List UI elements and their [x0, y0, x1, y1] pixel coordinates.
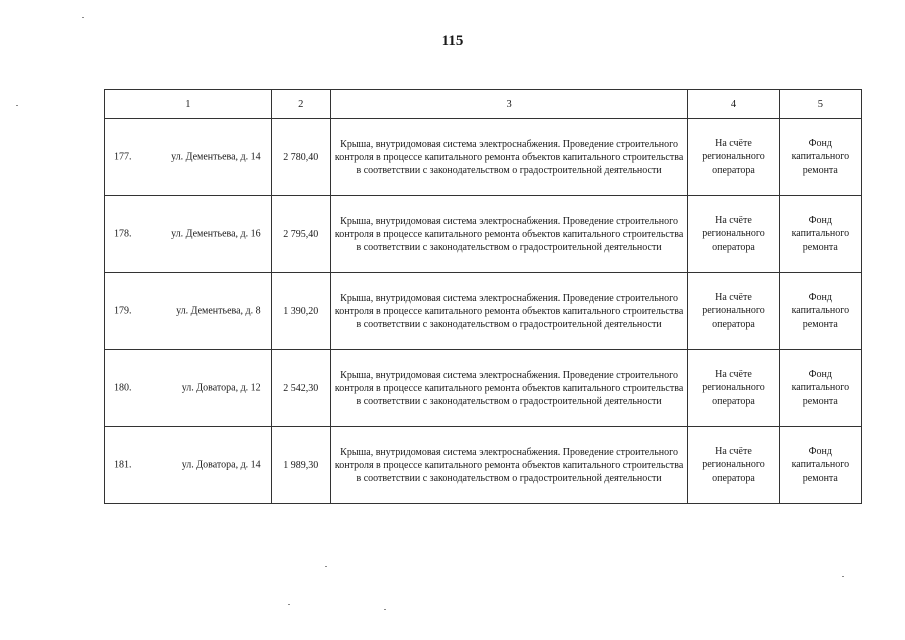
area-cell: 2 780,40	[271, 119, 330, 196]
scan-speck	[842, 576, 844, 577]
address-cell	[105, 273, 272, 350]
scan-speck	[288, 604, 290, 605]
address-cell	[105, 119, 272, 196]
description-cell: Крыша, внутридомовая система электроснабжения. Проведение строительного контроля в процессе капитального ремонта объектов капитального строительства в соответствии с законодательством о градостроительной деятельности	[330, 273, 687, 350]
table-row	[105, 350, 862, 427]
fund-cell: Фонд капитального ремонта	[779, 119, 861, 196]
area-cell: 2 542,30	[271, 350, 330, 427]
row-number: 179.	[114, 305, 132, 317]
fund-cell: Фонд капитального ремонта	[779, 273, 861, 350]
row-number: 180.	[114, 382, 132, 394]
fund-cell: Фонд капитального ремонта	[779, 427, 861, 504]
description-cell: Крыша, внутридомовая система электроснабжения. Проведение строительного контроля в процессе капитального ремонта объектов капитального строительства в соответствии с законодательством о градостроительной деятельности	[330, 350, 687, 427]
address-cell	[105, 427, 272, 504]
table-row	[105, 273, 862, 350]
column-header-2: 2	[271, 90, 330, 119]
page-number: 115	[441, 33, 464, 49]
address-cell	[105, 196, 272, 273]
description-cell: Крыша, внутридомовая система электроснабжения. Проведение строительного контроля в процессе капитального ремонта объектов капитального строительства в соответствии с законодательством о градостроительной деятельности	[330, 196, 687, 273]
owner-cell: На счёте регионального оператора	[688, 196, 779, 273]
table-body	[105, 119, 862, 504]
description-cell: Крыша, внутридомовая система электроснабжения. Проведение строительного контроля в процессе капитального ремонта объектов капитального строительства в соответствии с законодательством о градостроительной деятельности	[330, 427, 687, 504]
scan-speck	[82, 17, 84, 18]
address-cell	[105, 350, 272, 427]
table-row	[105, 427, 862, 504]
owner-cell: На счёте регионального оператора	[688, 350, 779, 427]
owner-cell: На счёте регионального оператора	[688, 119, 779, 196]
scan-speck	[16, 105, 18, 106]
area-cell: 2 795,40	[271, 196, 330, 273]
header-row	[105, 90, 862, 119]
row-address: ул. Дементьева, д. 8	[176, 305, 261, 317]
table-header	[105, 90, 862, 119]
scan-speck	[384, 609, 386, 610]
owner-cell: На счёте регионального оператора	[688, 427, 779, 504]
scan-speck	[325, 566, 327, 567]
fund-cell: Фонд капитального ремонта	[779, 196, 861, 273]
repair-program-table	[104, 89, 862, 504]
column-header-1: 1	[105, 90, 272, 119]
fund-cell: Фонд капитального ремонта	[779, 350, 861, 427]
row-address: ул. Дементьева, д. 14	[171, 151, 261, 163]
area-cell: 1 390,20	[271, 273, 330, 350]
row-address: ул. Доватора, д. 14	[181, 459, 261, 471]
row-address: ул. Дементьева, д. 16	[171, 228, 261, 240]
column-header-4: 4	[688, 90, 779, 119]
row-number: 177.	[114, 151, 132, 163]
row-address: ул. Доватора, д. 12	[181, 382, 261, 394]
table-row	[105, 119, 862, 196]
description-cell: Крыша, внутридомовая система электроснабжения. Проведение строительного контроля в процессе капитального ремонта объектов капитального строительства в соответствии с законодательством о градостроительной деятельности	[330, 119, 687, 196]
row-number: 181.	[114, 459, 132, 471]
column-header-5: 5	[779, 90, 861, 119]
area-cell: 1 989,30	[271, 427, 330, 504]
column-header-3: 3	[330, 90, 687, 119]
owner-cell: На счёте регионального оператора	[688, 273, 779, 350]
table-row	[105, 196, 862, 273]
row-number: 178.	[114, 228, 132, 240]
